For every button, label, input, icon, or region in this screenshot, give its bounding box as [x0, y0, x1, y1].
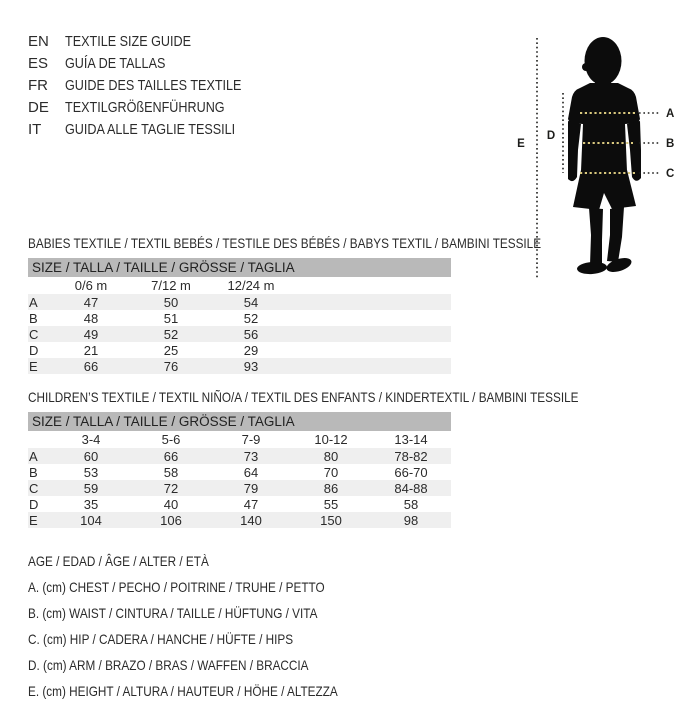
table-cell: 40: [163, 496, 179, 512]
babies-column-headers: [28, 277, 451, 294]
babies-size-table: [28, 258, 451, 374]
language-row: [28, 53, 275, 75]
row-label: E: [29, 512, 38, 528]
language-title: GUÍA DE TALLAS: [65, 55, 166, 72]
language-row: [28, 97, 275, 119]
row-label: B: [29, 464, 38, 480]
row-label: A: [29, 448, 38, 464]
table-cell: 47: [243, 496, 259, 512]
column-header: 7-9: [241, 432, 261, 447]
children-column-headers: [28, 431, 451, 448]
measurement-legend: [28, 548, 397, 704]
table-row: [28, 496, 451, 512]
table-cell: 70: [323, 464, 339, 480]
table-cell: 52: [163, 326, 179, 342]
table-cell: 21: [83, 342, 99, 358]
table-cell: 55: [323, 496, 339, 512]
legend-item-arm: [28, 652, 397, 678]
table-cell: 53: [83, 464, 99, 480]
language-code: DE: [28, 99, 49, 116]
legend-height-text: E. (cm) HEIGHT / ALTURA / HAUTEUR / HÖHE / ALTEZZA: [28, 683, 338, 699]
table-cell: 140: [240, 512, 262, 528]
legend-hip-text: C. (cm) HIP / CADERA / HANCHE / HÜFTE / HIPS: [28, 631, 294, 647]
table-cell: 80: [323, 448, 339, 464]
row-label: C: [29, 480, 39, 496]
legend-age-line: [28, 548, 397, 574]
table-cell: 86: [323, 480, 339, 496]
legend-arm-text: D. (cm) ARM / BRAZO / BRAS / WAFFEN / BRACCIA: [28, 657, 309, 673]
table-cell: 35: [83, 496, 99, 512]
table-cell: 72: [163, 480, 179, 496]
row-label: B: [29, 310, 38, 326]
language-title: TEXTILGRÖßENFÜHRUNG: [65, 99, 225, 116]
row-label: E: [29, 358, 38, 374]
marker-a-label: A: [666, 108, 675, 120]
babies-heading-text: BABIES TEXTILE / TEXTIL BEBÉS / TESTILE DES BÉBÉS / BABYS TEXTIL / BAMBINI TESSILE: [28, 235, 542, 251]
table-cell: 49: [83, 326, 99, 342]
legend-item-height: [28, 678, 397, 704]
table-cell: 56: [243, 326, 259, 342]
table-cell: 29: [243, 342, 259, 358]
children-size-header-bar: SIZE / TALLA / TAILLE / GRÖSSE / TAGLIA: [28, 412, 451, 431]
table-cell: 58: [163, 464, 179, 480]
table-cell: 60: [83, 448, 99, 464]
table-cell: 47: [83, 294, 99, 310]
table-row: [28, 512, 451, 528]
table-cell: 58: [403, 496, 419, 512]
table-cell: 98: [403, 512, 419, 528]
column-header: 0/6 m: [74, 278, 108, 293]
column-header: 12/24 m: [227, 278, 275, 293]
table-cell: 66: [163, 448, 179, 464]
table-cell: 78-82: [394, 448, 428, 464]
table-row: [28, 294, 451, 310]
legend-item-chest: [28, 574, 397, 600]
table-row: [28, 310, 451, 326]
table-cell: 59: [83, 480, 99, 496]
table-row: [28, 358, 451, 374]
language-row: [28, 31, 275, 53]
column-header: 13-14: [394, 432, 428, 447]
babies-size-header-bar: SIZE / TALLA / TAILLE / GRÖSSE / TAGLIA: [28, 258, 451, 277]
children-size-table: [28, 412, 451, 528]
marker-e-label: E: [517, 138, 525, 150]
table-cell: 93: [243, 358, 259, 374]
babies-section-heading: [28, 236, 639, 251]
legend-item-waist: [28, 600, 397, 626]
marker-b-label: B: [666, 138, 675, 150]
column-header: 5-6: [161, 432, 181, 447]
table-cell: 106: [160, 512, 182, 528]
children-section-heading: [28, 390, 683, 405]
language-code: FR: [28, 77, 48, 94]
language-code: ES: [28, 55, 49, 72]
table-cell: 150: [320, 512, 342, 528]
row-label: C: [29, 326, 39, 342]
table-cell: 25: [163, 342, 179, 358]
table-cell: 51: [163, 310, 179, 326]
table-cell: 76: [163, 358, 179, 374]
row-label: D: [29, 496, 39, 512]
legend-chest-text: A. (cm) CHEST / PECHO / POITRINE / TRUHE / PETTO: [28, 579, 325, 595]
language-title: GUIDA ALLE TAGLIE TESSILI: [65, 121, 236, 138]
table-row: [28, 448, 451, 464]
table-row: [28, 342, 451, 358]
column-header: 3-4: [81, 432, 101, 447]
table-cell: 52: [243, 310, 259, 326]
table-cell: 66: [83, 358, 99, 374]
column-header: 10-12: [314, 432, 348, 447]
table-row: [28, 464, 451, 480]
marker-d-label: D: [546, 130, 556, 142]
table-cell: 84-88: [394, 480, 428, 496]
language-row: [28, 75, 275, 97]
column-header: 7/12 m: [151, 278, 191, 293]
table-cell: 48: [83, 310, 99, 326]
table-cell: 66-70: [394, 464, 428, 480]
language-row: [28, 119, 275, 141]
table-cell: 73: [243, 448, 259, 464]
children-heading-text: CHILDREN’S TEXTILE / TEXTIL NIÑO/A / TEXTIL DES ENFANTS / KINDERTEXTIL / BAMBINI TESSILE: [28, 389, 579, 405]
language-code: EN: [28, 33, 49, 50]
marker-c-label: C: [666, 168, 675, 180]
table-cell: 64: [243, 464, 259, 480]
table-row: [28, 480, 451, 496]
row-label: A: [29, 294, 38, 310]
table-cell: 50: [163, 294, 179, 310]
table-cell: 79: [243, 480, 259, 496]
table-row: [28, 326, 451, 342]
language-title: TEXTILE SIZE GUIDE: [65, 33, 192, 50]
language-title-list: [28, 31, 275, 141]
legend-age-text: AGE / EDAD / ÂGE / ALTER / ETÀ: [28, 553, 209, 569]
table-cell: 104: [80, 512, 102, 528]
table-cell: 54: [243, 294, 259, 310]
legend-item-hip: [28, 626, 397, 652]
language-title: GUIDE DES TAILLES TEXTILE: [65, 77, 242, 94]
row-label: D: [29, 342, 39, 358]
language-code: IT: [28, 121, 42, 138]
legend-waist-text: B. (cm) WAIST / CINTURA / TAILLE / HÜFTUNG / VITA: [28, 605, 318, 621]
